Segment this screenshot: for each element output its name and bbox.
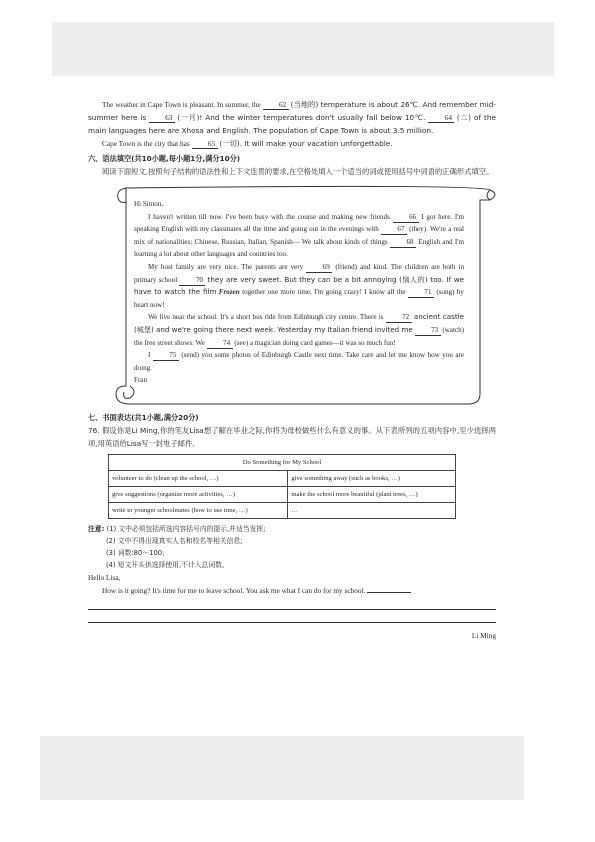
section-6-heading: 六、语法填空(共10小题,每小题1分,满分10分) — [88, 154, 241, 163]
notes-block — [88, 523, 496, 571]
answer-blank[interactable] — [367, 592, 411, 593]
options-table — [108, 454, 456, 519]
blank-62[interactable]: 62 — [263, 100, 289, 110]
bottom-blank-area — [40, 736, 524, 800]
blank-68[interactable]: 68 — [390, 238, 416, 248]
blank-70[interactable]: 70 — [179, 276, 205, 286]
letter-greeting: Hi Simon, — [134, 200, 164, 208]
letter-paragraph-3: We live near the school. It's a short bus ride from Edinburgh city centre. There is 72 ancient castle (城堡) and we're going there next week. Yesterday my Italian friend invited me 73 (watch) the free street shows. We 74 (see) a magician doing card games—it was so much fun! — [134, 312, 464, 347]
blank-67[interactable]: 67 — [381, 225, 407, 235]
top-blank-area — [52, 22, 554, 76]
table-row: volunteer to do (clean up the school, …) give something away (such as books, …) — [109, 471, 456, 487]
passage-paragraph-1: The weather in Cape Town is pleasant. In summer, the 62 (当地的) temperature is about 26℃. And remember mid-summer here is 63 (一月)! And the winter temperatures don't usually fall below 10℃. 64 (二) of the main languages here are Xhosa and English. The population of Cape Town is about 3.5 million. — [88, 100, 497, 135]
blank-63[interactable]: 63 — [149, 113, 175, 123]
table-row: give suggestions (organize more activities, …) make the school more beautiful (plant trees, …) — [109, 487, 456, 503]
table-title: Do Something for My School — [109, 455, 456, 471]
blank-69[interactable]: 69 — [306, 263, 332, 273]
letter-body — [134, 198, 464, 387]
table-row: write to younger schoolmates (how to use time, …) … — [109, 503, 456, 519]
section-7-heading: 七、书面表达(共1小题,满分20分) — [88, 413, 199, 422]
blank-71[interactable]: 71 — [408, 288, 434, 298]
notes-label: 注意: — [88, 525, 105, 533]
letter-paragraph-4: I 75 (send) you some photos of Edinburgh Castle next time. Take care and let me know how you are doing. — [134, 351, 465, 372]
blank-64[interactable]: 64 — [428, 113, 454, 123]
section-6-instruction: 阅读下面短文,按照句子结构的语法性和上下文连贯的要求,在空格处填入一个适当的词或使用括号中词语的正确形式填空。 — [102, 167, 494, 176]
blank-72[interactable]: 72 — [386, 313, 412, 323]
email-opening: How is it going? It's time for me to leave school. You ask me what I can do for my school. — [88, 584, 496, 597]
email-signature: Li Ming — [471, 631, 496, 640]
question-76: 76. 假设你是Li Ming,你的笔友Lisa想了解在毕业之际,你将为母校做些什么有意义的事。从下表所列的五项内容中,至少选择两项,用英语给Lisa写一封电子邮件。 — [88, 426, 496, 448]
note-item: (3) 词数:80～100; — [106, 549, 165, 557]
blank-73[interactable]: 73 — [415, 326, 441, 336]
letter-signature: Fran — [134, 376, 148, 385]
answer-line[interactable] — [88, 610, 496, 623]
exam-page — [88, 98, 496, 642]
answer-line[interactable] — [88, 597, 496, 610]
letter-scroll — [108, 182, 504, 409]
blank-66[interactable]: 66 — [393, 213, 419, 223]
email-salutation: Hello Lisa, — [88, 573, 121, 582]
blank-75[interactable]: 75 — [153, 351, 179, 361]
note-item: (4) 短文开头供选择使用,不计入总词数。 — [106, 561, 229, 569]
note-item: (2) 文中不得出现真实人名和校名等相关信息; — [106, 537, 243, 545]
letter-paragraph-1: I haven't written till now. I've been busy with the course and making new friends 66 I got here. I'm speaking English with my classmates all the time and going out in the evenings with 67 (they). We're a real mix of nationalities; Chinese, Russian, Italian, Spanish— We talk about kinds of things 68 English and I'm learning a lot about other languages and countries too. — [134, 212, 465, 259]
letter-paragraph-2: My host family are very nice. The parents are very 69 (friend) and kind. The children are both in primary school 70 they are very sweet. But they can be a bit annoying (恼人的) too. If we have to watch the film Frozen together one more time, I'm going crazy! I know all the 71 (song) by heart now! — [134, 262, 464, 309]
blank-65[interactable]: 65 — [192, 139, 218, 149]
blank-74[interactable]: 74 — [207, 339, 233, 349]
passage-paragraph-2: Cape Town is the city that has 65 (一切). It will make your vacation unforgettable. — [102, 139, 393, 148]
film-title: Frozen — [218, 288, 240, 297]
note-item: (1) 文中必须包括所选内容括号内的提示,并适当发挥; — [106, 525, 266, 533]
